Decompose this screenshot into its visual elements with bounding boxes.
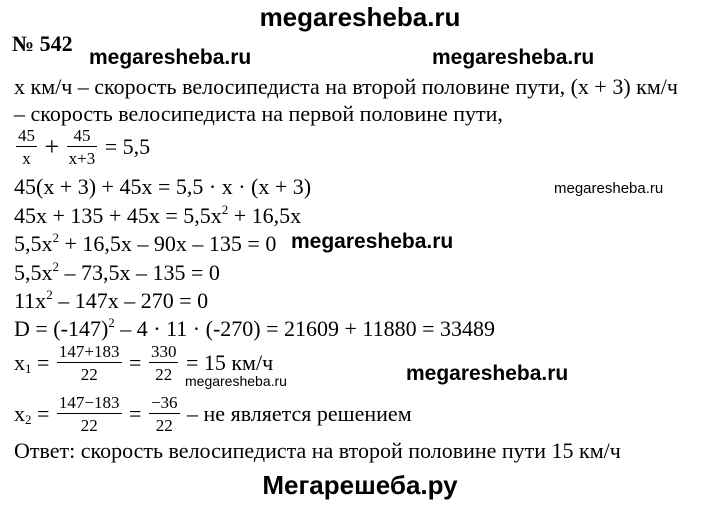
plus-sign: + — [44, 132, 60, 161]
fraction-numerator: −36 — [150, 393, 178, 412]
watermark: megaresheba.ru — [291, 230, 454, 253]
equation-part: + 16,5x — [228, 203, 302, 228]
equation-part: – 4 · 11 · (-270) = 21609 + 11880 = 33489 — [114, 316, 496, 341]
watermark: megaresheba.ru — [406, 362, 569, 385]
watermark: megaresheba.ru — [432, 46, 595, 69]
equation-line — [14, 230, 277, 256]
fraction — [67, 127, 98, 167]
equation-part: 5,5x — [14, 260, 53, 285]
fraction — [57, 343, 122, 383]
equals-sign: = — [31, 401, 55, 426]
fraction-denominator: x+3 — [68, 149, 96, 168]
fraction-denominator: 22 — [80, 416, 98, 435]
equation-line — [14, 287, 209, 313]
watermark: megaresheba.ru — [89, 46, 252, 69]
equation-part: + 16,5x – 90x – 135 = 0 — [59, 231, 277, 256]
fraction-numerator: 45 — [18, 126, 35, 145]
watermark-bottom: Мегарешеба.ру — [262, 470, 458, 500]
fraction-numerator: 147−183 — [58, 393, 120, 412]
fraction-numerator: 45 — [67, 127, 98, 147]
exponent: 2 — [52, 259, 59, 274]
fraction-denominator: x — [22, 149, 31, 168]
fraction-numerator: 330 — [150, 342, 177, 361]
fraction-denominator: 22 — [155, 416, 173, 435]
fraction — [149, 343, 179, 383]
fraction-denominator: 22 — [155, 365, 173, 384]
equation-rhs: = 5,5 — [104, 134, 151, 159]
watermark: megaresheba.ru — [185, 373, 287, 389]
answer-line: Ответ: скорость велосипедиста на второй половине пути 15 км/ч — [14, 438, 621, 463]
problem-number: № 542 — [12, 31, 73, 56]
exponent: 2 — [108, 315, 115, 330]
fraction-numerator: 147+183 — [58, 342, 120, 361]
equation-part: 5,5x — [14, 231, 53, 256]
exponent: 2 — [221, 202, 229, 217]
variable: x — [14, 401, 25, 426]
variable: x — [14, 350, 25, 375]
fraction-denominator: 22 — [80, 365, 98, 384]
equals-sign: = — [31, 350, 55, 375]
fraction — [149, 394, 180, 434]
exponent: 2 — [46, 287, 53, 302]
equation-line — [14, 259, 220, 285]
subscript: 1 — [25, 361, 32, 377]
equation-line — [14, 315, 496, 341]
equals-sign: = — [123, 350, 147, 375]
fraction — [16, 127, 37, 167]
text-line: – скорость велосипедиста на первой половине пути, — [14, 101, 503, 126]
equation-part: – 73,5x – 135 = 0 — [59, 260, 220, 285]
watermark-top: megaresheba.ru — [259, 2, 461, 32]
text-line: x км/ч – скорость велосипедиста на второй половине пути, (x + 3) км/ч — [14, 74, 678, 99]
equation-part: – 147x – 270 = 0 — [52, 288, 209, 313]
fraction — [57, 394, 122, 434]
equation-line — [14, 127, 150, 167]
exponent: 2 — [52, 230, 59, 245]
equation-part: D = (-147) — [14, 316, 109, 341]
root-value: = 15 км/ч — [180, 350, 274, 375]
equals-sign: = — [123, 401, 147, 426]
equation-line: 45(x + 3) + 45x = 5,5 · x · (x + 3) — [14, 174, 312, 199]
root-note: – не является решением — [181, 401, 412, 426]
equation-part: 11x — [14, 288, 47, 313]
root-x2-line — [14, 394, 412, 434]
watermark: megaresheba.ru — [554, 180, 664, 197]
equation-line — [14, 202, 302, 228]
equation-part: 45x + 135 + 45x = 5,5x — [14, 203, 222, 228]
subscript: 2 — [25, 412, 32, 428]
